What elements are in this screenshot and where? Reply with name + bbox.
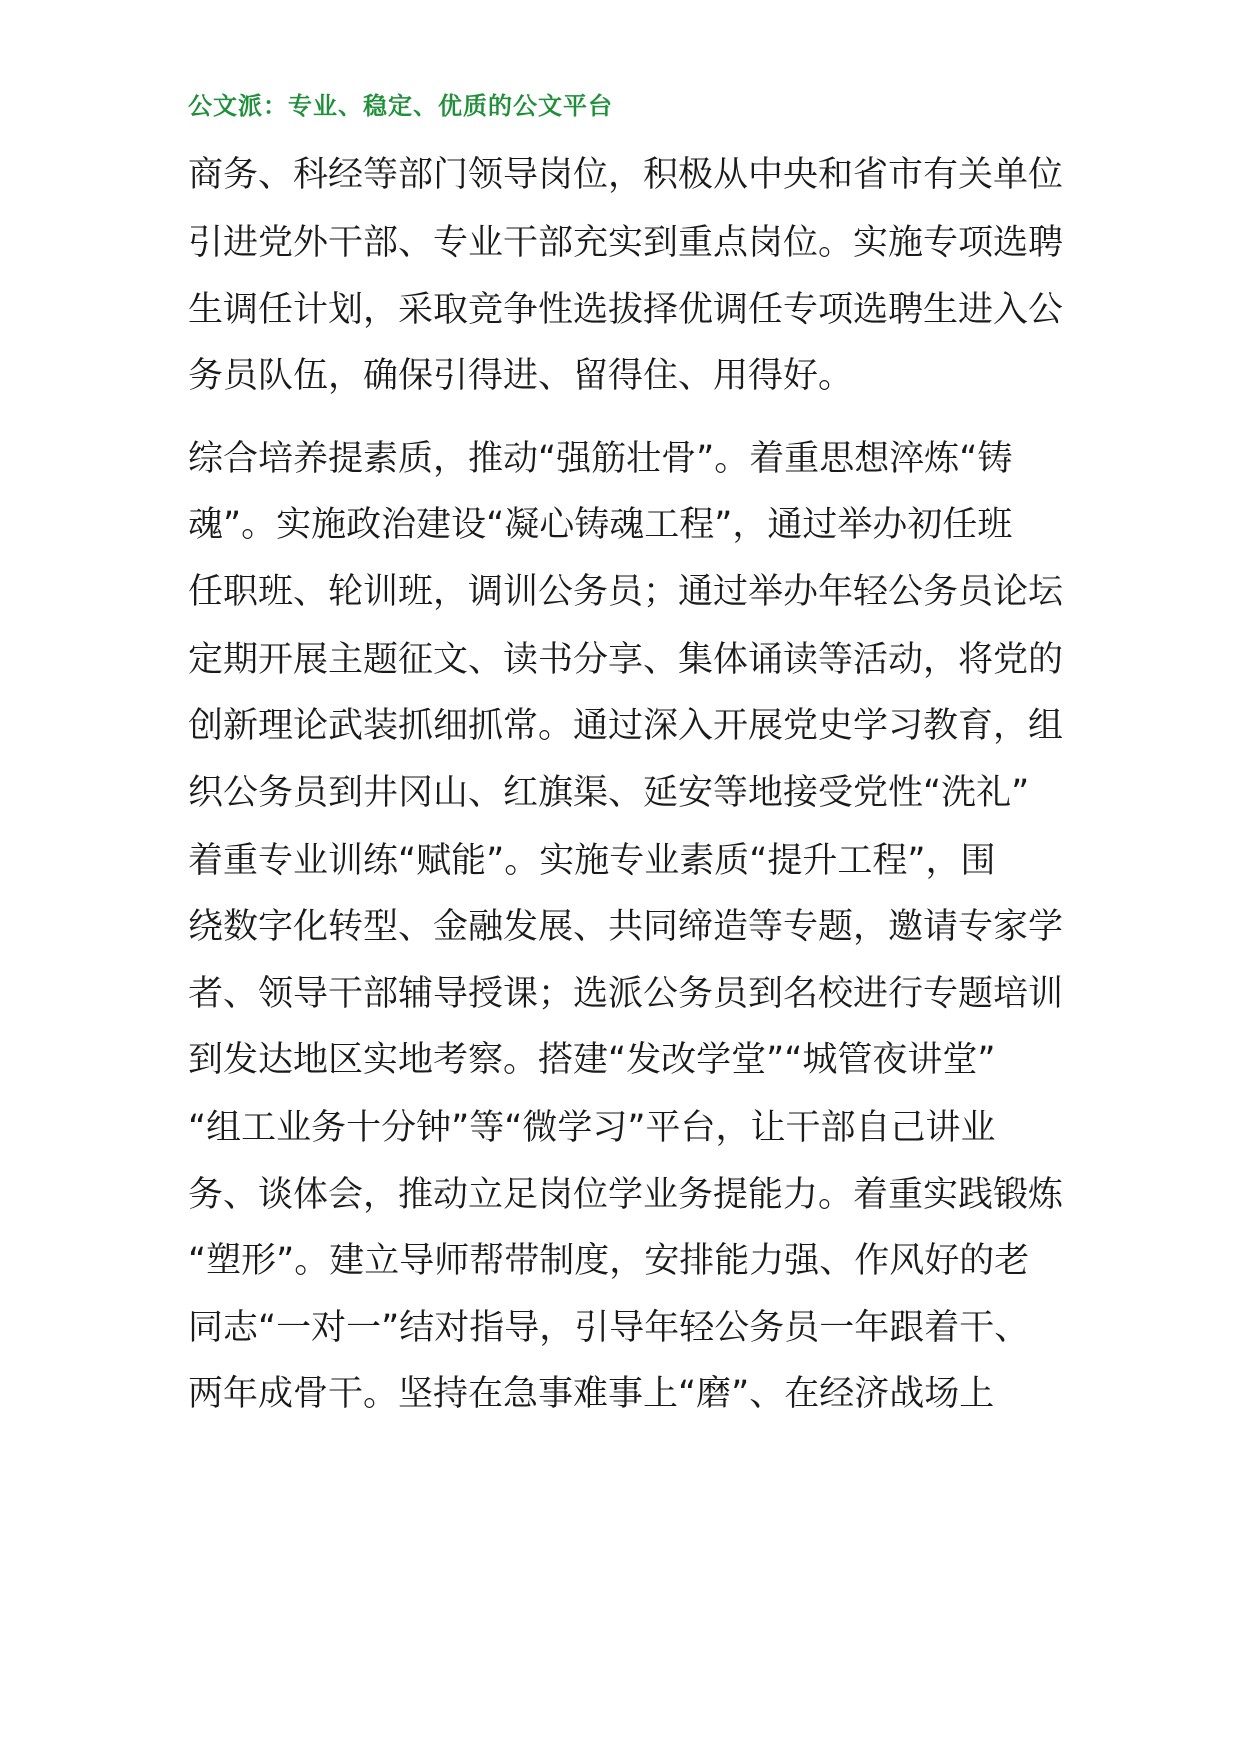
body-line: 务、谈体会，推动立足岗位学业务提能力。着重实践锻炼 [188,1175,1064,1215]
body-line: “塑形”。建立导师帮带制度，安排能力强、作风好的老 [188,1241,1030,1281]
body-line: 者、领导干部辅导授课；选派公务员到名校进行专题培训 [188,974,1064,1014]
body-line: 商务、科经等部门领导岗位，积极从中央和省市有关单位 [188,155,1064,195]
body-line: 任职班、轮训班，调训公务员；通过举办年轻公务员论坛 [188,572,1064,612]
body-line: “组工业务十分钟”等“微学习”平台，让干部自己讲业 [188,1108,996,1148]
body-line: 综合培养提素质，推动“强筋壮骨”。着重思想淬炼“铸 [188,439,1013,479]
body-line: 引进党外干部、专业干部充实到重点岗位。实施专项选聘 [188,223,1064,263]
body-line: 生调任计划，采取竞争性选拔择优调任专项选聘生进入公 [188,290,1064,330]
body-line: 到发达地区实地考察。搭建“发改学堂”“城管夜讲堂” [188,1040,996,1080]
body-line: 绕数字化转型、金融发展、共同缔造等专题，邀请专家学 [188,907,1064,947]
body-line: 创新理论武装抓细抓常。通过深入开展党史学习教育，组 [188,706,1064,746]
body-line: 着重专业训练“赋能”。实施专业素质“提升工程”，围 [188,841,996,881]
body-line: 同志“一对一”结对指导，引导年轻公务员一年跟着干、 [188,1308,1030,1348]
page-header-title: 公文派：专业、稳定、优质的公文平台 [188,92,613,120]
body-line: 两年成骨干。坚持在急事难事上“磨”、在经济战场上 [188,1374,995,1414]
body-line: 定期开展主题征文、读书分享、集体诵读等活动，将党的 [188,640,1064,680]
body-line: 织公务员到井冈山、红旗渠、延安等地接受党性“洗礼” [188,773,1030,813]
body-line: 魂”。实施政治建设“凝心铸魂工程”，通过举办初任班 [188,505,1013,545]
body-line: 务员队伍，确保引得进、留得住、用得好。 [188,356,854,396]
